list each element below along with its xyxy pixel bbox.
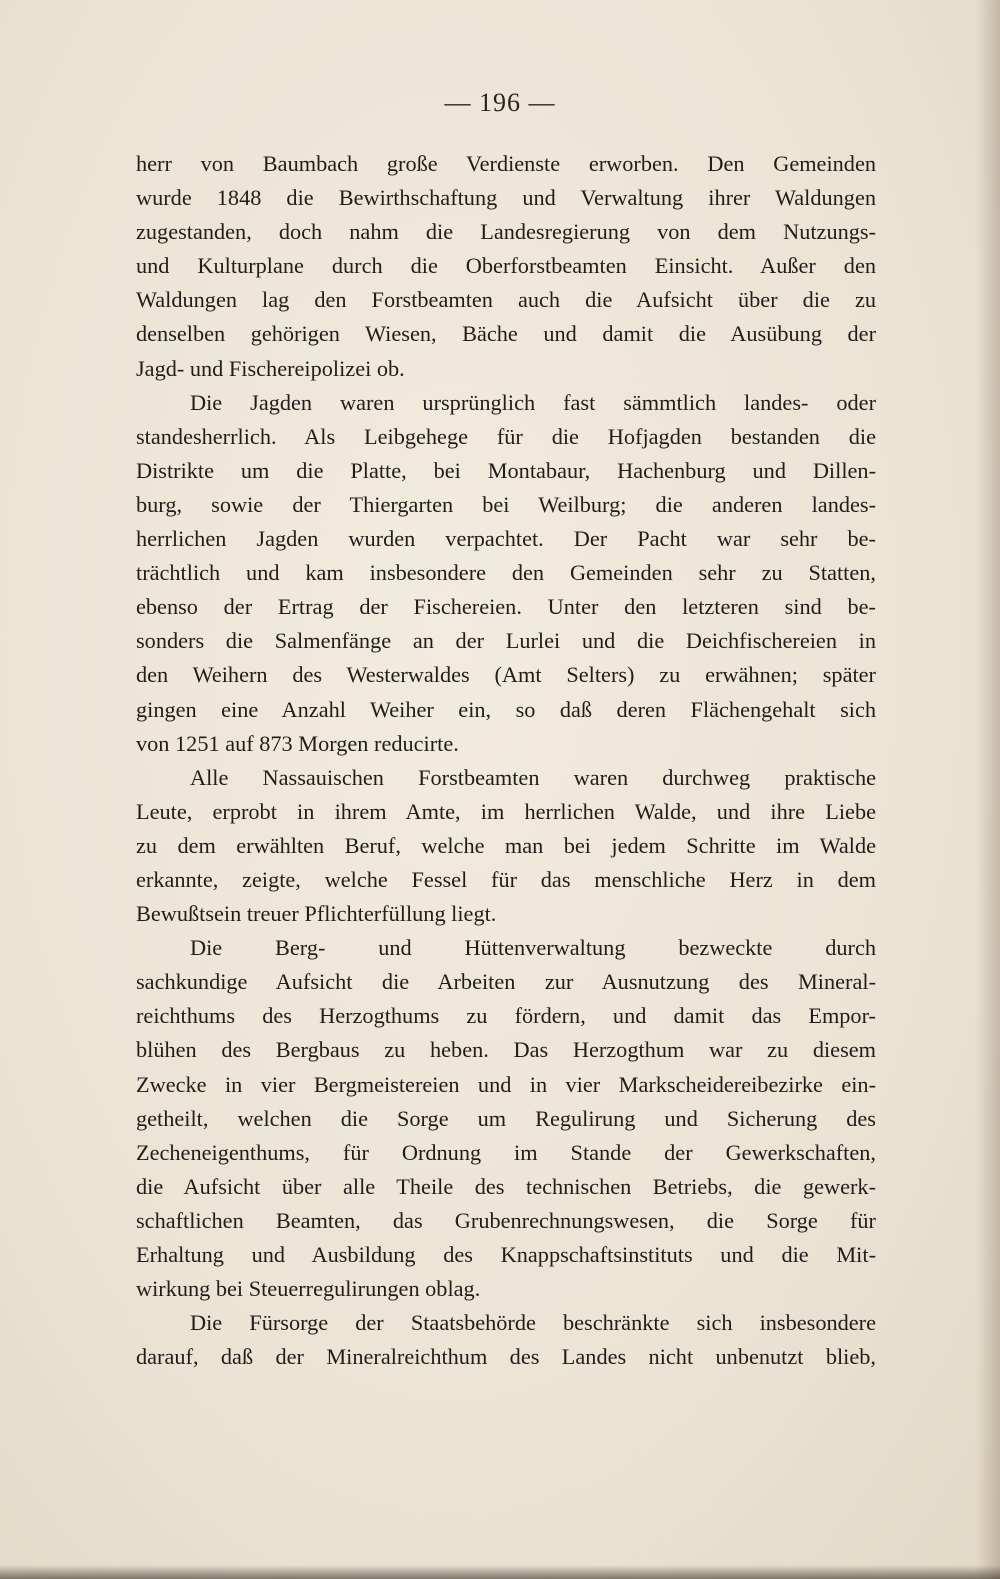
text-line: Jagd- und Fischereipolizei ob. [136, 355, 405, 381]
page-bottom-edge [0, 1565, 1000, 1579]
page-number: — 196 — [444, 88, 556, 117]
text-line: Distrikte um die Platte, bei Montabaur, Hachenburg und Dillen- [136, 457, 876, 483]
text-line: blühen des Bergbaus zu heben. Das Herzogthum war zu diesem [136, 1037, 876, 1063]
text-line: reichthums des Herzogthums zu fördern, und damit das Empor- [136, 1003, 876, 1029]
text-line: denselben gehörigen Wiesen, Bäche und damit die Ausübung der [136, 321, 876, 347]
text-line: ebenso der Ertrag der Fischereien. Unter den letzteren sind be- [136, 594, 876, 620]
text-line: sonders die Salmenfänge an der Lurlei und die Deichfischereien in [136, 628, 876, 654]
text-line: herrlichen Jagden wurden verpachtet. Der Pacht war sehr be- [136, 526, 876, 552]
text-line: zugestanden, doch nahm die Landesregierung von dem Nutzungs- [136, 219, 876, 245]
text-line: Leute, erprobt in ihrem Amte, im herrlichen Walde, und ihre Liebe [136, 798, 876, 824]
text-line: herr von Baumbach große Verdienste erworben. Den Gemeinden [136, 151, 876, 176]
text-line: den Weihern des Westerwaldes (Amt Selters) zu erwähnen; später [136, 662, 876, 688]
text-line: Die Berg- und Hüttenverwaltung bezweckte durch [190, 935, 876, 961]
text-line: schaftlichen Beamten, das Grubenrechnungswesen, die Sorge für [136, 1207, 876, 1233]
text-line: burg, sowie der Thiergarten bei Weilburg; die anderen landes- [136, 491, 876, 517]
text-line: Zwecke in vier Bergmeistereien und in vier Markscheidereibezirke ein- [136, 1071, 876, 1097]
text-line: erkannte, zeigte, welche Fessel für das menschliche Herz in dem [136, 866, 876, 892]
text-line: Die Fürsorge der Staatsbehörde beschränkte sich insbesondere [190, 1310, 876, 1336]
text-line: trächtlich und kam insbesondere den Gemeinden sehr zu Statten, [136, 560, 876, 586]
body-text [136, 147, 876, 1374]
text-line: Die Jagden waren ursprünglich fast sämmtlich landes- oder [190, 389, 876, 415]
text-line: die Aufsicht über alle Theile des technischen Betriebs, die gewerk- [136, 1173, 876, 1199]
text-line: zu dem erwählten Beruf, welche man bei jedem Schritte im Walde [136, 832, 876, 858]
text-line: gingen eine Anzahl Weiher ein, so daß deren Flächengehalt sich [136, 696, 876, 722]
text-line: wirkung bei Steuerregulirungen oblag. [136, 1276, 481, 1302]
page-edge-shadow [976, 0, 1000, 1579]
text-line: wurde 1848 die Bewirthschaftung und Verwaltung ihrer Waldungen [136, 185, 876, 211]
text-line: getheilt, welchen die Sorge um Regulirung und Sicherung des [136, 1105, 876, 1131]
text-line: Zecheneigenthums, für Ordnung im Stande der Gewerkschaften, [136, 1139, 876, 1165]
text-line: standesherrlich. Als Leibgehege für die Hofjagden bestanden die [136, 423, 876, 449]
text-line: von 1251 auf 873 Morgen reducirte. [136, 730, 459, 756]
text-line: Erhaltung und Ausbildung des Knappschaftsinstituts und die Mit- [136, 1242, 876, 1267]
text-line: Waldungen lag den Forstbeamten auch die Aufsicht über die zu [136, 287, 876, 313]
text-line: und Kulturplane durch die Oberforstbeamten Einsicht. Außer den [136, 253, 876, 279]
text-line: Alle Nassauischen Forstbeamten waren durchweg praktische [190, 764, 876, 790]
text-line: sachkundige Aufsicht die Arbeiten zur Ausnutzung des Mineral- [136, 969, 876, 995]
text-line: darauf, daß der Mineralreichthum des Landes nicht unbenutzt blieb, [136, 1344, 876, 1370]
text-line: Bewußtsein treuer Pflichterfüllung liegt. [136, 901, 497, 927]
